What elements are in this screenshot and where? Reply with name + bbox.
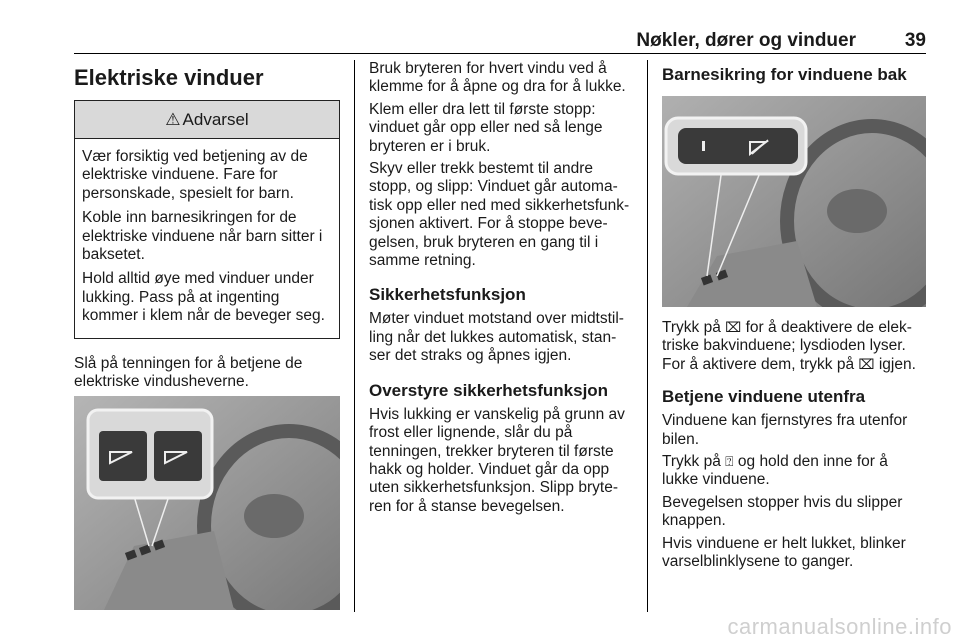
column-3-text — [662, 319, 926, 575]
main-heading: Elektriske vinduer — [74, 65, 264, 90]
paragraph: Slå på tenningen for å betjene de elektriske vindusheverne. — [74, 354, 303, 391]
paragraph-remote-key: Trykk på ⍰ og hold den inne for å lukke vinduene. — [662, 453, 888, 489]
warning-header — [75, 101, 339, 139]
warning-text: Koble inn barnesikringen for de elektriske vinduene når barn sitter i baksetet. — [82, 209, 323, 264]
column-3 — [662, 60, 926, 86]
paragraph: Bevegelsen stopper hvis du slipper knappen. — [662, 493, 903, 530]
subheading-safety: Sikkerhetsfunksjon — [369, 285, 526, 305]
watermark-logo: carmanualsonline.info — [727, 614, 952, 639]
subheading-override: Overstyre sikkerhetsfunksjon — [369, 380, 609, 400]
paragraph: Hvis lukking er vanskelig på grunn av frost eller lignende, slår du på tenningen, trekker bryteren til første hakk og holder. Vinduet går da opp uten sikkerhetsfunksjon. Slipp bryte- ren for å stanse bevegelsen. — [369, 405, 625, 515]
subheading-remote: Betjene vinduene utenfra — [662, 387, 866, 407]
paragraph: Klem eller dra lett til første stopp: vinduet går opp eller ned så lenge bryteren er i bruk. — [369, 100, 603, 155]
key-lock-icon: ⍰ — [725, 454, 734, 471]
section-title: Nøkler, dører og vinduer — [636, 30, 856, 51]
header-rule — [74, 53, 926, 54]
paragraph: Vinduene kan fjernstyres fra utenfor bilen. — [662, 412, 908, 448]
window-switch-photo — [74, 396, 340, 610]
column-divider — [647, 60, 648, 612]
warning-triangle-icon: ⚠ — [165, 109, 181, 129]
page-header — [74, 30, 926, 52]
paragraph: Møter vinduet motstand over midtstil- ling når det lukkes automatisk, stan- ser det straks og åpnes igjen. — [369, 310, 624, 365]
warning-text: Vær forsiktig ved betjening av de elektriske vinduene. Fare for personskade, spesielt for barn. — [82, 148, 308, 202]
paragraph: Bruk bryteren for hvert vindu ved å klemme for å åpne og dra for å lukke. — [369, 60, 626, 96]
warning-body — [75, 139, 339, 338]
child-lock-window-icon: ⌧ — [725, 320, 742, 336]
warning-text: Hold alltid øye med vinduer under lukking. Pass på at ingenting kommer i klem når de beveger seg. — [82, 270, 325, 325]
child-lock-window-icon: ⌧ — [858, 356, 875, 373]
paragraph-child-lock: Trykk på ⌧ for å deaktivere de elek- triske bakvinduene; lysdioden lyser. For å aktivere dem, trykk på ⌧ igjen. — [662, 319, 916, 373]
column-1 — [74, 60, 340, 395]
warning-title: Advarsel — [182, 109, 249, 129]
column-2 — [369, 60, 633, 520]
paragraph: Hvis vinduene er helt lukket, blinker varselblinklysene to ganger. — [662, 534, 906, 571]
page-number: 39 — [904, 30, 926, 51]
warning-box — [74, 100, 340, 339]
paragraph: Skyv eller trekk bestemt til andre stopp, og slipp: Vinduet går automa- tisk opp eller ned med sikkerhetsfunk- sjonen aktivert. For å stoppe beve- gelsen, bruk bryteren en gang til i samme retning. — [369, 160, 630, 270]
subheading-child-lock: Barnesikring for vinduene bak — [662, 65, 907, 84]
child-lock-photo — [662, 96, 926, 307]
column-divider — [354, 60, 355, 612]
